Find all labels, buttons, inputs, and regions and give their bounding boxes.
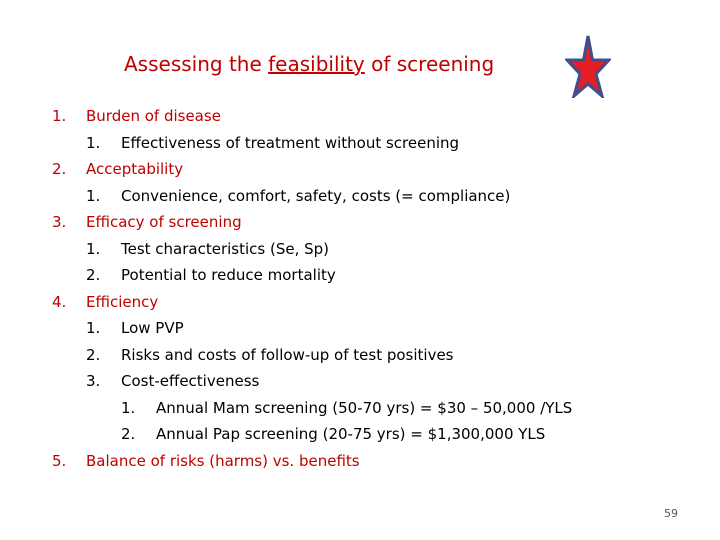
outline-number: 1.: [86, 186, 101, 205]
outline-subitem: Annual Pap screening (20-75 yrs) = $1,300,000 YLS: [156, 425, 546, 443]
outline-number: 3.: [86, 372, 101, 390]
outline-subitem: Test characteristics (Se, Sp): [121, 239, 330, 258]
outline-number: 2.: [121, 425, 136, 443]
outline-item: Burden of disease: [86, 107, 221, 125]
outline-item: Acceptability: [86, 160, 184, 178]
outline-number: 3.: [52, 213, 67, 231]
outline-subitem: Risks and costs of follow-up of test positives: [121, 345, 454, 364]
outline-number: 2.: [86, 266, 101, 284]
slide-title-emphasis: feasibility: [268, 52, 365, 76]
outline-subitem: Low PVP: [121, 319, 184, 337]
outline-number: 4.: [52, 292, 67, 311]
outline-number: 5.: [52, 451, 67, 470]
outline-subitem: Effectiveness of treatment without screening: [121, 133, 460, 152]
outline-item: Balance of risks (harms) vs. benefits: [86, 451, 360, 470]
outline-item: Efficiency: [86, 292, 159, 311]
outline-number: 1.: [86, 239, 101, 258]
outline-number: 1.: [86, 133, 101, 152]
outline-item: Efficacy of screening: [86, 213, 242, 231]
slide-title-pre: Assessing the: [124, 52, 269, 76]
outline-subitem: Convenience, comfort, safety, costs (= compliance): [121, 186, 511, 205]
outline-number: 1.: [121, 398, 136, 417]
outline-number: 1.: [52, 107, 67, 125]
outline-subitem: Potential to reduce mortality: [121, 266, 336, 284]
slide-title-post: of screening: [364, 52, 495, 76]
outline-number: 2.: [86, 345, 101, 364]
page-number: 59: [664, 507, 678, 520]
outline-number: 2.: [52, 160, 67, 178]
outline-subitem: Annual Mam screening (50-70 yrs) = $30 – 50,000 /YLS: [156, 398, 573, 417]
outline-number: 1.: [86, 319, 101, 337]
outline-subitem: Cost-effectiveness: [121, 372, 260, 390]
